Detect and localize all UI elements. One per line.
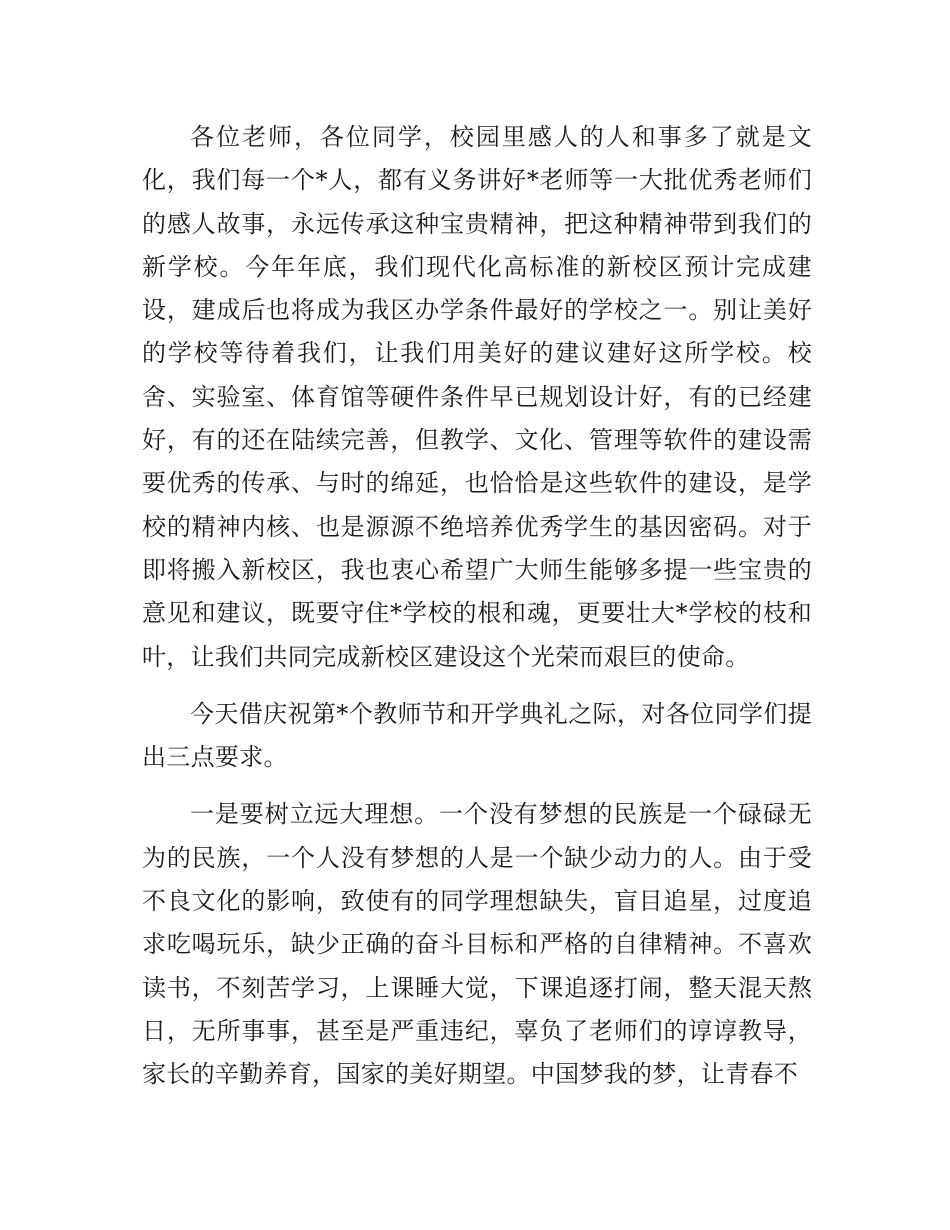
document-body bbox=[142, 116, 812, 1097]
paragraph-three-requirements: 今天借庆祝第*个教师节和开学典礼之际，对各位同学们提出三点要求。 bbox=[142, 699, 812, 772]
paragraph-ideals: 一是要树立远大理想。一个没有梦想的民族是一个碌碌无为的民族，一个人没有梦想的人是一个缺少动力的人。由于受不良文化的影响，致使有的同学理想缺失，盲目追星，过度追求吃喝玩乐，缺少正确的奋斗目标和严格的自律精神。不喜欢读书，不刻苦学习，上课睡大觉，下课追逐打闹，整天混天熬日，无所事事，甚至是严重违纪，辜负了老师们的谆谆教导，家长的辛勤养育，国家的美好期望。中国梦我的梦，让青春不 bbox=[142, 800, 812, 1089]
paragraph-new-campus: 各位老师，各位同学，校园里感人的人和事多了就是文化，我们每一个*人，都有义务讲好*老师等一大批优秀老师们的感人故事，永远传承这种宝贵精神，把这种精神带到我们的新学校。今年年底，我们现代化高标准的新校区预计完成建设，建成后也将成为我区办学条件最好的学校之一。别让美好的学校等待着我们，让我们用美好的建议建好这所学校。校舍、实验室、体育馆等硬件条件早已规划设计好，有的已经建好，有的还在陆续完善，但教学、文化、管理等软件的建设需要优秀的传承、与时的绵延，也恰恰是这些软件的建设，是学校的精神内核、也是源源不绝培养优秀学生的基因密码。对于即将搬入新校区，我也衷心希望广大师生能够多提一些宝贵的意见和建议，既要守住*学校的根和魂，更要壮大*学校的枝和叶，让我们共同完成新校区建设这个光荣而艰巨的使命。 bbox=[142, 123, 812, 671]
